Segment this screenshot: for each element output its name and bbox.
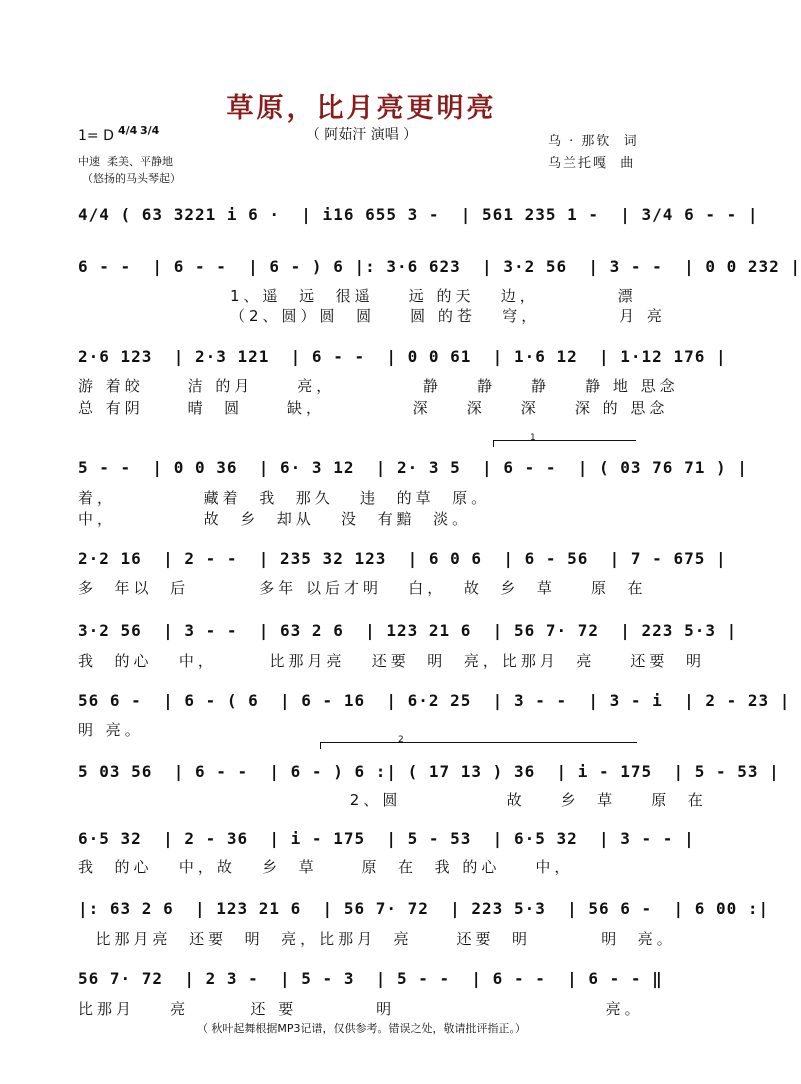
time-signature-a: 4/4 <box>118 124 138 137</box>
lyric-line-9: 我 的心 中，故 乡 草 原 在 我 的心 中， <box>78 858 574 876</box>
volta-bracket-1 <box>493 440 636 447</box>
notation-line-10: |: 63 2 6 | 123 21 6 | 56 7· 72 | 223 5·3 | 56 6 - | 6 00 :| <box>78 899 770 918</box>
notation-line-8: 5 03 56 | 6 - - | 6 - ) 6 :| ( 17 13 ) 36 | i - 175 | 5 - 53 | <box>78 762 780 781</box>
intro-note: （悠扬的马头琴起） <box>82 172 181 185</box>
lyric-line-6: 我 的心 中， 比那月亮 还要 明 亮，比那月 亮 还要 明 <box>78 652 705 670</box>
notation-line-6: 3·2 56 | 3 - - | 63 2 6 | 123 21 6 | 56 7· 72 | 223 5·3 | <box>78 621 738 640</box>
notation-line-4: 5 - - | 0 0 36 | 6· 3 12 | 2· 3 5 | 6 - - | ( 03 76 71 ) | <box>78 458 748 477</box>
lyric-line-2-verse-2: （2、圆）圆 圆 圆 的苍 穹， 月 亮 <box>230 307 666 325</box>
notation-line-11: 56 7· 72 | 2 3 - | 5 - 3 | 5 - - | 6 - - | 6 - - ‖ <box>78 969 663 988</box>
lyric-line-10: 比那月亮 还要 明 亮，比那月 亮 还要 明 明 亮。 <box>78 930 676 948</box>
singer-credit: （ 阿茹汗 演唱 ） <box>305 127 418 143</box>
volta-label-2: 2 <box>398 735 404 745</box>
song-title: 草原，比月亮更明亮 <box>226 93 497 124</box>
notation-line-7: 56 6 - | 6 - ( 6 | 6 - 16 | 6·2 25 | 3 - - | 3 - i | 2 - 23 | <box>78 691 791 710</box>
notation-line-2: 6 - - | 6 - - | 6 - ) 6 |: 3·6 623 | 3·2 56 | 3 - - | 0 0 232 | <box>78 257 801 276</box>
composer-credit: 乌兰托嘎 曲 <box>548 156 636 171</box>
lyric-line-8: 2、圆 故 乡 草 原 在 <box>78 791 707 809</box>
lyric-line-4-verse-2: 中， 故 乡 却从 没 有黯 淡。 <box>78 510 472 528</box>
notation-line-3: 2·6 123 | 2·3 121 | 6 - - | 0 0 61 | 1·6 12 | 1·12 176 | <box>78 347 727 366</box>
notation-line-5: 2·2 16 | 2 - - | 235 32 123 | 6 0 6 | 6 - 56 | 7 - 675 | <box>78 549 727 568</box>
notation-line-9: 6·5 32 | 2 - 36 | i - 175 | 5 - 53 | 6·5 32 | 3 - - | <box>78 829 695 848</box>
lyric-line-11: 比那月 亮 还 要 明 亮。 <box>78 1000 644 1018</box>
lyric-line-3-verse-1: 游 着皎 洁 的月 亮， 静 静 静 静 地 思念 <box>78 377 679 395</box>
lyric-line-5: 多 年以 后 多年 以后才明 白， 故 乡 草 原 在 <box>78 579 647 597</box>
time-signature-b: 3/4 <box>140 124 160 137</box>
notation-line-1: 4/4 ( 63 3221 i 6 · | i16 655 3 - | 561 235 1 - | 3/4 6 - - | <box>78 205 759 224</box>
lyric-line-2-verse-1: 1、遥 远 很遥 远 的天 边， 漂 <box>230 287 637 305</box>
volta-bracket-2 <box>320 742 637 749</box>
lyric-line-3-verse-2: 总 有阴 晴 圆 缺， 深 深 深 深 的 思念 <box>78 399 669 417</box>
lyric-line-7: 明 亮。 <box>78 721 144 739</box>
tempo-marking: 中速 柔美、平静地 <box>78 155 173 168</box>
lyric-line-4-verse-1: 着， 藏着 我 那久 违 的草 原。 <box>78 489 491 507</box>
key-signature: 1= D <box>78 128 114 144</box>
volta-label-1: 1 <box>530 433 536 443</box>
transcriber-footnote: （ 秋叶起舞根据MP3记谱，仅供参考。错误之处，敬请批评指正。） <box>196 1022 527 1035</box>
lyricist-credit: 乌 · 那钦 词 <box>548 134 639 149</box>
